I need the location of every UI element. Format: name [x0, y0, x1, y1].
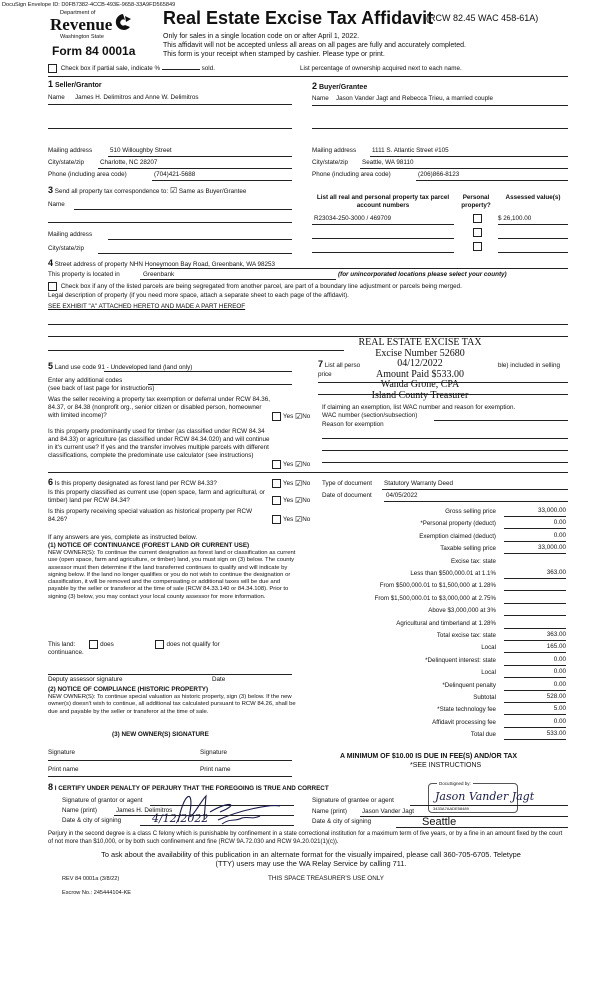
calc-row [316, 655, 568, 667]
calc-value[interactable] [504, 619, 566, 629]
calc-row [316, 729, 568, 741]
corr-city-label: City/state/zip [48, 245, 85, 252]
personal-property-checkbox-1[interactable] [473, 214, 482, 223]
same-as-buyer-checkbox[interactable]: ☑ [169, 186, 178, 196]
calc-label: *Personal property (deduct) [420, 520, 496, 528]
buyer-name[interactable]: Jason Vander Jagt and Rebecca Trieu, a married couple [336, 95, 494, 102]
q5-yes-no: Yes ☑No [270, 515, 310, 524]
washington-state-label: Washington State [60, 34, 104, 40]
calc-row [316, 642, 568, 654]
docusign-envelope-id: DocuSign Envelope ID: D0FB7382-4CCB-493E-9658-33A9FD565849 [2, 2, 176, 8]
calc-value[interactable]: 33,000.00 [504, 544, 566, 554]
exemption-question: Was the seller receiving a property tax exemption or deferral under RCW 84.36, 84.37, or 84.38 (nonprofit org., senior citizen or disabled person, homeowner with limited income)? [48, 396, 271, 419]
partial-sale-checkbox[interactable] [48, 64, 57, 73]
parcel-number[interactable]: R23034-250-3000 / 469709 [314, 215, 392, 222]
calc-row [316, 580, 568, 592]
q3-yes-no: Yes ☑No [270, 479, 310, 488]
buyer-phone[interactable]: (206)866-8123 [418, 171, 460, 178]
calc-row [316, 506, 568, 518]
calc-value[interactable]: 0.00 [504, 656, 566, 666]
current-use-yes-checkbox[interactable] [272, 496, 281, 505]
wac-number-label: WAC number (section/subsection) [322, 412, 418, 419]
buyer-city[interactable]: Seattle, WA 98110 [362, 159, 414, 166]
grantee-name[interactable]: Jason Vander Jagt [362, 808, 415, 815]
does-not-checkbox[interactable] [155, 640, 164, 649]
buyer-heading: 2 Buyer/Grantee [312, 81, 368, 91]
department-label: Department of [60, 10, 96, 16]
calc-label: Above $3,000,000 at 3% [428, 607, 496, 615]
calc-value[interactable]: 165.00 [504, 643, 566, 653]
segregated-row: Check box if any of the listed parcels are being segregated from another parcel, are part of a boundary line adjustment or parcels being merged. [48, 282, 462, 291]
corr-name-label: Name [48, 201, 65, 208]
minimum-due-notice: A MINIMUM OF $10.00 IS DUE IN FEE(S) AND/OR TAX [340, 753, 518, 760]
grantee-date-label: Date & city of signing [312, 818, 372, 825]
owner-sig-label-1: Signature [48, 749, 75, 756]
calc-label: Total excise tax: state [436, 632, 496, 639]
continuance-label: continuance. [48, 649, 84, 656]
grantee-signature[interactable]: Jason Vander Jagt [435, 790, 535, 803]
form-number: Form 84 0001a [52, 44, 136, 58]
calc-value[interactable]: 528.00 [504, 693, 566, 703]
calc-value[interactable]: 0.00 [504, 668, 566, 678]
buyer-phone-label: Phone (including area code) [312, 171, 391, 178]
calc-row [316, 518, 568, 530]
item7-tail: ble) included in selling [498, 362, 560, 369]
seller-phone-label: Phone (including area code) [48, 171, 127, 178]
forest-yes-checkbox[interactable] [272, 479, 281, 488]
calc-label: Affidavit processing fee [432, 718, 496, 726]
partial-sold-label: sold. [201, 65, 215, 73]
does-checkbox[interactable] [89, 640, 98, 649]
located-note: (for unincorporated locations please select your county) [338, 271, 507, 278]
calc-value[interactable] [504, 557, 566, 566]
legal-description-label: Legal description of property (if you need more space, attach a separate sheet to each page of the affidavit). [48, 292, 349, 299]
calc-label: Local [481, 669, 496, 677]
calc-row [316, 667, 568, 679]
doc-type-label: Type of document [322, 480, 373, 487]
calc-label: From $500,000.01 to $1,500,000 at 1.28% [379, 582, 496, 590]
notice-compliance-heading: (2) NOTICE OF COMPLIANCE (HISTORIC PROPERTY) [48, 686, 209, 693]
grantor-sig-label: Signature of grantor or agent [62, 797, 143, 804]
seller-address-label: Mailing address [48, 147, 93, 154]
certify-heading: 8 I CERTIFY UNDER PENALTY OF PERJURY THAT THE FOREGOING IS TRUE AND CORRECT [48, 782, 329, 792]
corr-address-label: Mailing address [48, 231, 93, 238]
calc-row [316, 543, 568, 555]
calc-value[interactable]: 0.00 [504, 519, 566, 529]
owner-print-label-1: Print name [48, 766, 79, 773]
form-title: Real Estate Excise Tax Affidavit [163, 8, 434, 28]
calc-row [316, 605, 568, 617]
item7-row: 7 List all perso [318, 359, 361, 369]
current-use-no-checkbox[interactable]: ☑ [295, 495, 303, 505]
treasurer-use-label: THIS SPACE TREASURER'S USE ONLY [268, 875, 384, 882]
timber-question: Is this property predominantly used for timber (as classified under RCW 84.34 and 84.33) or agriculture (as classified under RCW 84.34.020) and will continue in it's current use? If yes and the transfer involves multiple parcels with different classifications, complete the predominate use calculator (see instructions) [48, 428, 270, 459]
calc-label: *Delinquent penalty [442, 681, 496, 689]
revenue-logo-text: Revenue [50, 15, 113, 34]
assessed-value[interactable]: $ 26,100.00 [498, 215, 532, 222]
owner-print-label-2: Print name [200, 766, 231, 773]
ownership-note: List percentage of ownership acquired next to each name. [300, 65, 462, 72]
header-note-1: Only for sales in a single location code on or after April 1, 2022. [163, 33, 360, 40]
calc-label: *Delinquent interest: state [425, 656, 496, 664]
wa-logo-icon [114, 13, 132, 33]
grantee-city[interactable]: Seattle [422, 816, 457, 828]
calc-label: Less than $500,000.01 at 1.1% [410, 570, 496, 577]
historic-no-checkbox[interactable]: ☑ [295, 514, 303, 524]
item7-price: price [318, 371, 332, 378]
historic-question: Is this property receiving special valuation as historical property per RCW 84.26? [48, 508, 253, 523]
q4-yes-no: Yes ☑No [270, 496, 310, 505]
calc-row [316, 556, 568, 568]
calc-label: Excise tax: state [450, 557, 496, 565]
calc-label: *State technology fee [437, 706, 496, 714]
calc-label: Gross selling price [445, 508, 496, 515]
street-address[interactable]: NHN Honeymoon Bay Road, Greenbank, WA 98253 [129, 261, 276, 268]
see-instructions: *SEE INSTRUCTIONS [410, 762, 482, 769]
calc-row [316, 717, 568, 729]
calc-value[interactable]: 0.00 [504, 681, 566, 691]
seller-name-label: Name [48, 94, 65, 101]
calc-label: Exemption claimed (deduct) [419, 532, 496, 540]
calc-row [316, 593, 568, 605]
calc-row [316, 568, 568, 580]
deputy-date-label: Date [212, 676, 226, 683]
alt-format-line-1: To ask about the availability of this publication in an alternate format for the visually impaired, please call 360-705-6705. Teletype [101, 850, 521, 859]
land-use-value[interactable]: 91 - Undeveloped land (land only) [97, 364, 193, 371]
grantee-sig-label: Signature of grantee or agent [312, 797, 394, 804]
owner-sig-label-2: Signature [200, 749, 227, 756]
located-label: This property is located in [48, 271, 120, 278]
buyer-address[interactable]: 1111 S. Atlantic Street #105 [372, 147, 449, 154]
notice-continuance-text: NEW OWNER(S): To continue the current designation as forest land or classification as current use (open space, farm and agriculture, or timber) land, you must sign on (3) below. The county assessor must then determine if the land transferred continues to qualify and will indicate by signing below. If the land no longer qualifies or you do not wish to continue the designation or classification, it will be removed and the compensating or additional taxes will be due and payable by the seller or transferor at the time of sale (RCW 84.33.140 or 84.34.108). Prior to signing (3) below, you may contact your local county assessor for more information. [48, 550, 296, 600]
current-use-question: Is this property classified as current use (open space, farm and agricultural, or timber) land per RCW 84.34? [48, 489, 265, 504]
partial-sale-row [48, 64, 215, 73]
calc-value[interactable] [504, 581, 566, 591]
personal-property-checkbox-3[interactable] [473, 242, 482, 251]
buyer-city-label: City/state/zip [312, 159, 349, 166]
seller-phone[interactable]: (704)421-5688 [154, 171, 196, 178]
q1-yes-no: Yes ☑No [270, 412, 310, 421]
calc-value[interactable]: 533.00 [504, 730, 566, 740]
doc-date-label: Date of document [322, 492, 372, 499]
calc-value[interactable] [504, 606, 566, 616]
seller-address[interactable]: 510 Willoughby Street [110, 147, 172, 154]
perjury-notice: Perjury in the second degree is a class C felony which is punishable by confinement in a state correctional institution for a maximum term of five years, or by a fine in an amount fixed by the court of not more than $10,000, or by both such confinement and fine (RCW 9A.72.030 and RCW 9A.20.021(1)(c)). [48, 831, 563, 845]
calc-value[interactable]: 0.00 [504, 718, 566, 728]
see-back-note: (see back of last page for instructions) [48, 385, 155, 392]
partial-percent-field[interactable] [162, 69, 200, 70]
grantor-name-label: Name (print) [62, 807, 97, 814]
calc-value[interactable]: 363.00 [504, 569, 566, 579]
deputy-sig-label: Deputy assessor signature [48, 676, 123, 683]
segregated-checkbox[interactable] [48, 282, 57, 291]
buyer-address-label: Mailing address [312, 147, 357, 154]
located-value[interactable]: Greenbank [143, 271, 175, 278]
seller-heading: 1 Seller/Grantor [48, 79, 102, 89]
seller-name[interactable]: James H. Delimitros and Anne W. Delimitros [75, 94, 199, 101]
calc-label: Agricultural and timberland at 1.28% [396, 619, 496, 627]
q1-no-checkbox[interactable]: ☑ [295, 411, 303, 421]
grantor-date[interactable]: 4/12/2022 [152, 812, 209, 825]
q2-no-checkbox[interactable]: ☑ [295, 459, 303, 469]
additional-codes-label: Enter any additional codes [48, 377, 123, 384]
street-address-row: 4 Street address of property NHN Honeymoon Bay Road, Greenbank, WA 98253 [48, 258, 276, 268]
seller-city-label: City/state/zip [48, 159, 85, 166]
grantor-date-label: Date & city of signing [62, 817, 122, 824]
calc-label: Taxable selling price [440, 545, 496, 553]
calc-value[interactable]: 0.00 [504, 532, 566, 542]
docusign-box: DocuSigned by: Jason Vander Jagt 3433A7AADE58489 [428, 783, 518, 813]
calc-label: Total due [470, 731, 496, 739]
reason-label: Reason for exemption [322, 421, 384, 428]
calc-row [316, 630, 568, 642]
calc-row [316, 680, 568, 692]
correspondence-row: 3 Send all property tax correspondence to: ☑ Same as Buyer/Grantee [48, 185, 247, 196]
grantee-name-label: Name (print) [312, 808, 347, 815]
calc-label: Subtotal [473, 694, 496, 701]
q1-yes-checkbox[interactable] [272, 412, 281, 421]
q2-yes-no: Yes ☑No [270, 460, 310, 469]
new-owner-sig-heading: (3) NEW OWNER(S) SIGNATURE [112, 731, 209, 738]
excise-stamp: REAL ESTATE EXCISE TAX Excise Number 52680 04/12/2022 Amount Paid $533.00 Wanda Grone, CPA Island County Treasurer [358, 337, 482, 401]
calc-value[interactable]: 33,000.00 [504, 507, 566, 517]
legal-description-value[interactable]: SEE EXHIBIT "A" ATTACHED HERETO AND MADE A PART HEREOF [48, 303, 246, 310]
qualify-row: This land: does does not qualify for [48, 641, 220, 649]
personal-col-header: Personal property? [461, 194, 491, 209]
notice-continuance-heading: (1) NOTICE OF CONTINUANCE (FOREST LAND OR CURRENT USE) [48, 542, 250, 549]
notice-compliance-text: NEW OWNER(S): To continue special valuation as historic property, sign (3) below. If the new owner(s) doesn't wish to continue, all additional tax calculated pursuant to RCW 84.26, shall be due and payable by the seller or transferor at the time of sale. [48, 694, 296, 715]
revision-label: REV 84 0001a (3/8/22) [62, 876, 120, 882]
seller-city[interactable]: Charlotte, NC 28207 [100, 159, 158, 166]
calc-label: From $1,500,000.01 to $3,000,000 at 2.75% [374, 594, 496, 602]
grantor-name[interactable]: James H. Delimitros [116, 807, 173, 814]
doc-date-value[interactable]: 04/05/2022 [386, 492, 418, 499]
calc-label: Local [481, 644, 496, 652]
assessed-col-header: Assessed value(s) [505, 194, 561, 201]
calc-value[interactable]: 5.00 [504, 705, 566, 715]
calc-value[interactable] [504, 594, 566, 604]
partial-sale-label: Check box if partial sale, indicate % [60, 65, 161, 73]
calc-value[interactable]: 363.00 [504, 631, 566, 641]
parcel-col-header: List all real and personal property tax parcel account numbers [316, 194, 450, 209]
header-note-2: This affidavit will not be accepted unless all areas on all pages are fully and accurately completed. [163, 42, 466, 49]
instructions-intro: If any answers are yes, complete as instructed below. [48, 534, 198, 541]
rcw-citation: (RCW 82.45 WAC 458-61A) [426, 13, 539, 23]
buyer-name-label: Name [312, 95, 329, 102]
doc-type-value[interactable]: Statutory Warranty Deed [384, 480, 454, 487]
land-use-row: 5 Land use code 91 - Undeveloped land (land only) [48, 361, 193, 371]
calc-row [316, 704, 568, 716]
forest-question: 6 Is this property designated as forest land per RCW 84.33? [48, 477, 217, 487]
historic-yes-checkbox[interactable] [272, 515, 281, 524]
forest-no-checkbox[interactable]: ☑ [295, 478, 303, 488]
header-note-3: This form is your receipt when stamped by cashier. Please type or print. [163, 51, 385, 58]
escrow-number: Escrow No.: 245444104-KE [62, 890, 132, 896]
calc-row [316, 618, 568, 630]
calc-row [316, 531, 568, 543]
calc-row [316, 692, 568, 704]
exemption-claim-note: If claiming an exemption, list WAC number and reason for exemption. [322, 404, 516, 411]
personal-property-checkbox-2[interactable] [473, 228, 482, 237]
q2-yes-checkbox[interactable] [272, 460, 281, 469]
alt-format-line-2: (TTY) users may use the WA Relay Service by calling 711. [215, 859, 407, 868]
